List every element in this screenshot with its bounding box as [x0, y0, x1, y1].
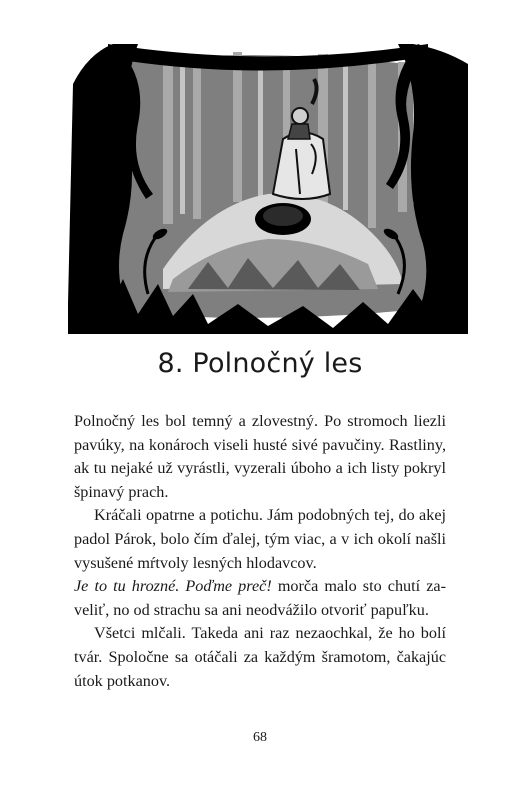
paragraph-3 [74, 575, 446, 622]
paragraph-3-italic: Je to tu hrozné. Poďme preč! [74, 577, 272, 596]
paragraph-3-text: morča malo sto chutí zaveliť, no od strachu sa ani neodvážilo otvoriť papuľku. [74, 577, 446, 619]
paragraph-2 [74, 504, 446, 575]
paragraph-4-text: Všetci mlčali. Takeda ani raz nezaochkal, že ho bolí tvár. Spoločne sa otáčali za každým šramotom, čakajúc útok potkanov. [74, 624, 446, 690]
paragraph-1-text: Polnočný les bol temný a zlovestný. Po stromoch liezli pavúky, na konároch viseli husté sivé pavučiny. Rastliny, ak tu nejaké už vyrástli, vyzerali úboho a ich listy pokryl špinavý prach. [74, 412, 446, 501]
chapter-body [74, 410, 446, 693]
paragraph-1 [74, 410, 446, 504]
midnight-forest-picture [68, 44, 468, 334]
chapter-title: 8. Polnočný les [157, 348, 363, 379]
page-number: 68 [253, 730, 267, 745]
paragraph-4 [74, 622, 446, 693]
forest-illustration [68, 44, 468, 334]
paragraph-2-text: Kráčali opatrne a potichu. Jám podobných tej, do akej padol Párok, bolo čím ďalej, tým viac, a v ich okolí našli vysušené mŕtvoly lesných hlodavcov. [74, 506, 446, 572]
